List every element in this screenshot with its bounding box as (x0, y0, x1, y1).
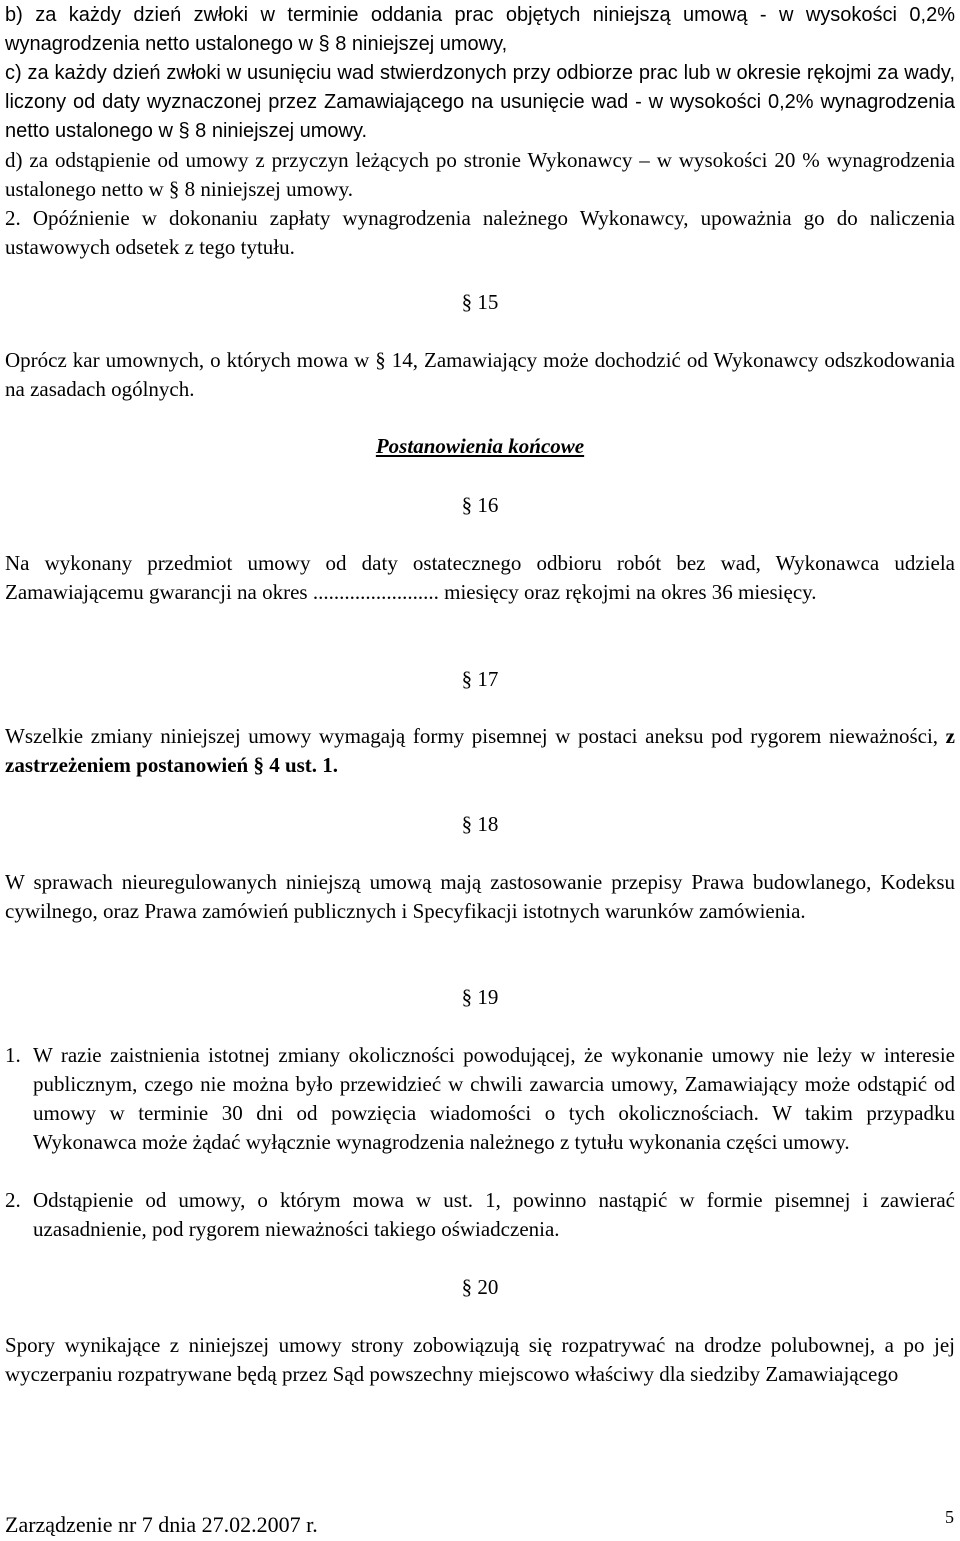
list-item-text: Odstąpienie od umowy, o którym mowa w ust. 1, powinno nastąpić w formie pisemnej i zawierać uzasadnienie, pod rygorem nieważności takiego oświadczenia. (33, 1188, 955, 1241)
section-17-text-plain: Wszelkie zmiany niniejszej umowy wymagają formy pisemnej w postaci aneksu pod rygorem nieważności, (5, 724, 946, 748)
section-17-text (5, 722, 955, 780)
list-number: 2. (5, 1188, 21, 1212)
section-title-16: § 16 (461, 493, 499, 517)
section-15-text: Oprócz kar umownych, o których mowa w § 14, Zamawiający może dochodzić od Wykonawcy odszkodowania na zasadach ogólnych. (5, 348, 955, 401)
section-17-text-bold: z zastrzeżeniem postanowień § 4 ust. 1. (5, 724, 955, 777)
footer-document-reference: Zarządzenie nr 7 dnia 27.02.2007 r. (5, 1512, 318, 1537)
section-title-17: § 17 (461, 667, 499, 691)
final-provisions-heading: Postanowienia końcowe (375, 434, 585, 458)
penalty-item-b: b) za każdy dzień zwłoki w terminie oddania prac objętych niniejszą umową - w wysokości 0,2% wynagrodzenia netto ustalonego w § 8 niniejszej umowy, (5, 4, 955, 55)
section-title-20: § 20 (461, 1275, 499, 1299)
section-20-text: Spory wynikające z niniejszej umowy strony zobowiązują się rozpatrywać na drodze polubownej, a po jej wyczerpaniu rozpatrywane będą przez Sąd powszechny miejscowo właściwy dla siedziby Zamawiającego (5, 1333, 955, 1386)
page-number: 5 (945, 1507, 954, 1527)
paragraph-2-interest: 2. Opóźnienie w dokonaniu zapłaty wynagrodzenia należnego Wykonawcy, upoważnia go do naliczenia ustawowych odsetek z tego tytułu. (5, 206, 955, 259)
section-title-15: § 15 (461, 290, 499, 314)
section-19-item-1 (5, 1041, 955, 1157)
penalty-item-c: c) za każdy dzień zwłoki w usunięciu wad stwierdzonych przy odbiorze prac lub w okresie rękojmi za wady, liczony od daty wyznaczonej przez Zamawiającego na usunięcie wad - w wysokości 0,2% wynagrodzenia netto ustalonego w § 8 niniejszej umowy. (5, 62, 955, 142)
penalty-item-d: d) za odstąpienie od umowy z przyczyn leżących po stronie Wykonawcy – w wysokości 20 % wynagrodzenia ustalonego netto w § 8 niniejszej umowy. (5, 148, 955, 201)
section-18-text: W sprawach nieuregulowanych niniejszą umową mają zastosowanie przepisy Prawa budowlanego, Kodeksu cywilnego, oraz Prawa zamówień publicznych i Specyfikacji istotnych warunków zamówienia. (5, 870, 955, 923)
list-item-text: W razie zaistnienia istotnej zmiany okoliczności powodującej, że wykonanie umowy nie leży w interesie publicznym, czego nie można było przewidzieć w chwili zawarcia umowy, Zamawiający może odstąpić od umowy w terminie 30 dni od powzięcia wiadomości o tych okolicznościach. W takim przypadku Wykonawca może żądać wyłącznie wynagrodzenia należnego z tytułu wykonania części umowy. (33, 1043, 955, 1154)
section-title-19: § 19 (461, 985, 499, 1009)
section-title-18: § 18 (461, 812, 499, 836)
list-number: 1. (5, 1043, 21, 1067)
section-19-item-2 (5, 1186, 955, 1244)
section-16-text: Na wykonany przedmiot umowy od daty ostatecznego odbioru robót bez wad, Wykonawca udziela Zamawiającemu gwarancji na okres ........................ miesięcy oraz rękojmi na okres 36 miesięcy. (5, 551, 955, 604)
